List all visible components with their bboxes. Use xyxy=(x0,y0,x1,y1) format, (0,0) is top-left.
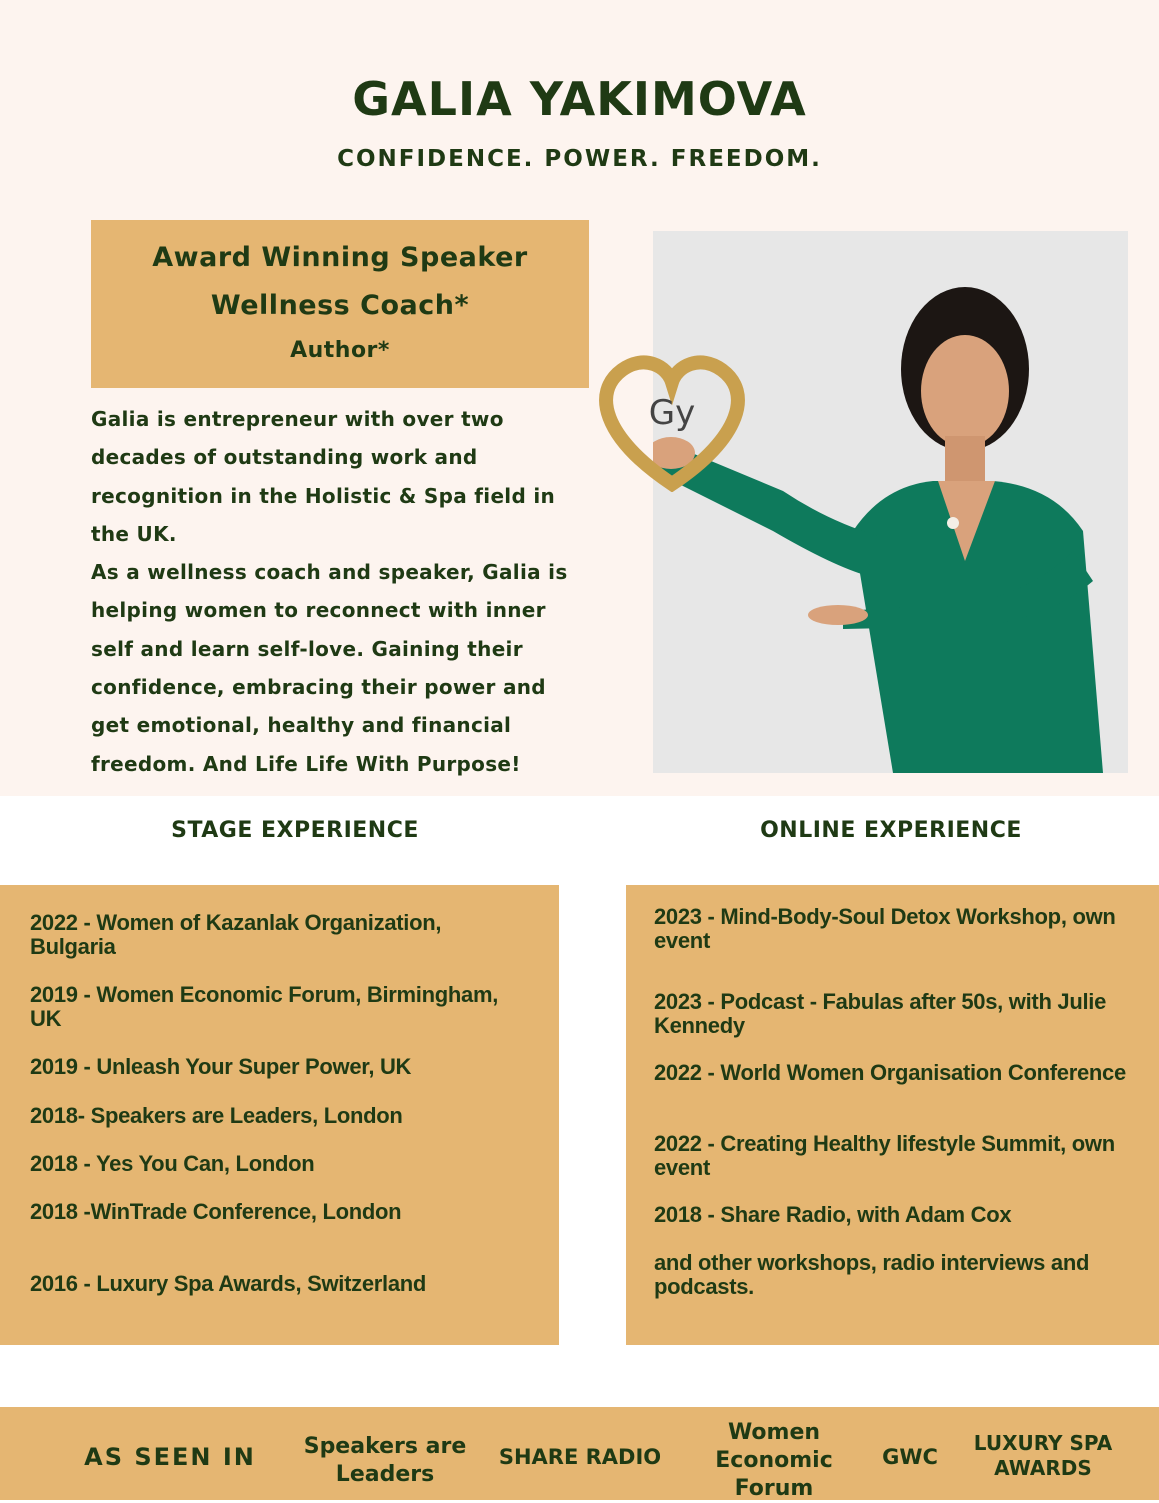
outlet-speakers-are-leaders: Speakers are Leaders xyxy=(303,1434,467,1487)
stage-experience-list xyxy=(0,885,559,1345)
list-item: 2022 - Women of Kazanlak Organization, Bulgaria xyxy=(30,910,442,959)
list-item: 2018- Speakers are Leaders, London xyxy=(30,1103,403,1128)
tagline: CONFIDENCE. POWER. FREEDOM. xyxy=(337,146,822,172)
role-coach: Wellness Coach* xyxy=(210,290,470,321)
list-item: 2022 - World Women Organisation Conference xyxy=(654,1060,1126,1085)
list-item: 2016 - Luxury Spa Awards, Switzerland xyxy=(30,1271,427,1296)
logo-initials: Gy xyxy=(648,393,696,433)
roles-box xyxy=(91,220,589,388)
online-experience-list xyxy=(626,885,1159,1345)
online-experience-title: ONLINE EXPERIENCE xyxy=(760,818,1022,843)
as-seen-in-bar xyxy=(0,1407,1159,1500)
list-item: 2019 - Unleash Your Super Power, UK xyxy=(30,1054,412,1079)
list-item: 2019 - Women Economic Forum, Birmingham, UK xyxy=(30,982,499,1031)
stage-experience-title: STAGE EXPERIENCE xyxy=(171,818,419,843)
role-speaker: Award Winning Speaker xyxy=(152,242,528,273)
heart-logo-icon xyxy=(592,352,752,492)
role-author: Author* xyxy=(290,338,390,363)
bio-paragraph-2: As a wellness coach and speaker, Galia is helping women to reconnect with inner self and learn self-love. Gaining their confidence, embracing their power and get emotional, healthy and financial freedom. And Life Life With Purpose! xyxy=(91,560,568,776)
bio-text xyxy=(91,400,591,783)
outlet-share-radio: SHARE RADIO xyxy=(498,1445,662,1469)
portrait-photo xyxy=(653,231,1128,773)
list-item: 2018 -WinTrade Conference, London xyxy=(30,1199,402,1224)
bio-paragraph-1: Galia is entrepreneur with over two decades of outstanding work and recognition in the Holistic & Spa field in the UK. xyxy=(91,407,556,546)
list-item: 2023 - Podcast - Fabulas after 50s, with Julie Kennedy xyxy=(654,989,1107,1038)
list-item: 2018 - Yes You Can, London xyxy=(30,1151,315,1176)
outlet-women-economic-forum: Women Economic Forum xyxy=(715,1420,833,1501)
as-seen-in-label: AS SEEN IN xyxy=(84,1443,256,1471)
list-item: 2023 - Mind-Body-Soul Detox Workshop, own event xyxy=(654,904,1116,953)
outlet-gwc: GWC xyxy=(882,1445,938,1469)
portrait-illustration xyxy=(653,231,1128,773)
list-item: and other workshops, radio interviews and podcasts. xyxy=(654,1250,1090,1299)
list-item: 2018 - Share Radio, with Adam Cox xyxy=(654,1202,1012,1227)
person-name: GALIA YAKIMOVA xyxy=(352,72,807,126)
list-item: 2022 - Creating Healthy lifestyle Summit, own event xyxy=(654,1131,1115,1180)
outlet-luxury-spa-awards: LUXURY SPA AWARDS xyxy=(973,1431,1113,1480)
